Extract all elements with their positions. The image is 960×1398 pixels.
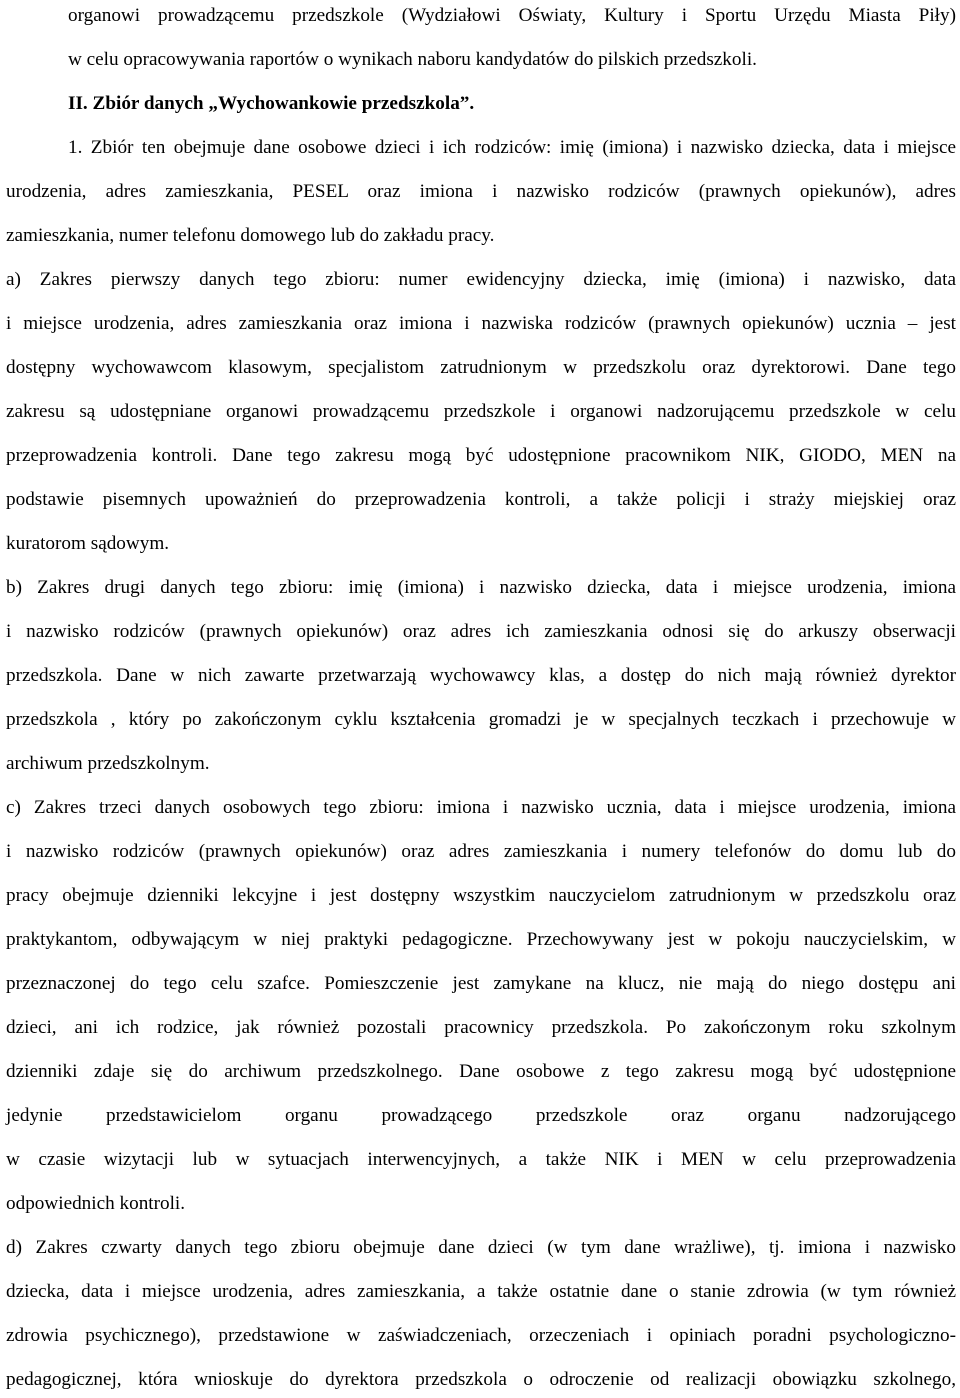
text-line: w czasie wizytacji lub w sytuacjach interwencyjnych, a także NIK i MEN w celu przeprowadzenia — [6, 1149, 956, 1170]
section-heading: II. Zbiór danych „Wychowankowie przedszkola”. — [68, 93, 475, 114]
text-line: dzienniki zdaje się do archiwum przedszkolnego. Dane osobowe z tego zakresu mogą być udostępnione — [6, 1061, 956, 1082]
text-line: przedszkola. Dane w nich zawarte przetwarzają wychowawcy klas, a dostęp do nich mają również dyrektor — [6, 665, 956, 686]
text-line: dostępny wychowawcom klasowym, specjalistom zatrudnionym w przedszkolu oraz dyrektorowi. Dane tego — [6, 357, 956, 378]
text-line: pedagogicznej, która wnioskuje do dyrektora przedszkola o odroczenie od realizacji obowiązku szkolnego, — [6, 1369, 956, 1390]
text-line: archiwum przedszkolnym. — [6, 753, 210, 774]
text-line: urodzenia, adres zamieszkania, PESEL oraz imiona i nazwisko rodziców (prawnych opiekunów), adres — [6, 181, 956, 202]
text-line: i miejsce urodzenia, adres zamieszkania oraz imiona i nazwiska rodziców (prawnych opiekunów) ucznia – jest — [6, 313, 956, 334]
text-line: przeprowadzenia kontroli. Dane tego zakresu mogą być udostępnione pracownikom NIK, GIODO, MEN na — [6, 445, 956, 466]
text-line: zakresu są udostępniane organowi prowadzącemu przedszkole i organowi nadzorującemu przedszkole w celu — [6, 401, 956, 422]
text-line: odpowiednich kontroli. — [6, 1193, 186, 1214]
text-line: i nazwisko rodziców (prawnych opiekunów) oraz adres ich zamieszkania odnosi się do arkuszy obserwacji — [6, 621, 956, 642]
text-line: dziecka, data i miejsce urodzenia, adres zamieszkania, a także ostatnie dane o stanie zdrowia (w tym również — [6, 1281, 956, 1302]
text-line: przedszkola , który po zakończonym cyklu kształcenia gromadzi je w specjalnych teczkach i przechowuje w — [6, 709, 956, 730]
text-line: podstawie pisemnych upoważnień do przeprowadzenia kontroli, a także policji i straży miejskiej oraz — [6, 489, 956, 510]
text-line: d) Zakres czwarty danych tego zbioru obejmuje dane dzieci (w tym dane wrażliwe), tj. imiona i nazwisko — [6, 1237, 956, 1258]
text-line: dzieci, ani ich rodzice, jak również pozostali pracownicy przedszkola. Po zakończonym roku szkolnym — [6, 1017, 956, 1038]
text-line: przeznaczonej do tego celu szafce. Pomieszczenie jest zamykane na klucz, nie mają do niego dostępu ani — [6, 973, 956, 994]
text-line: zamieszkania, numer telefonu domowego lub do zakładu pracy. — [6, 225, 495, 246]
text-line: praktykantom, odbywającym w niej praktyki pedagogiczne. Przechowywany jest w pokoju nauczycielskim, w — [6, 929, 956, 950]
text-line: w celu opracowywania raportów o wynikach naboru kandydatów do pilskich przedszkoli. — [68, 49, 757, 70]
text-line: jedynie przedstawicielom organu prowadzącego przedszkole oraz organu nadzorującego — [6, 1105, 956, 1126]
text-line: b) Zakres drugi danych tego zbioru: imię (imiona) i nazwisko dziecka, data i miejsce urodzenia, imiona — [6, 577, 956, 598]
text-line: c) Zakres trzeci danych osobowych tego zbioru: imiona i nazwisko ucznia, data i miejsce urodzenia, imiona — [6, 797, 956, 818]
text-line: a) Zakres pierwszy danych tego zbioru: numer ewidencyjny dziecka, imię (imiona) i nazwisko, data — [6, 269, 956, 290]
text-line: kuratorom sądowym. — [6, 533, 170, 554]
text-line: 1. Zbiór ten obejmuje dane osobowe dzieci i ich rodziców: imię (imiona) i nazwisko dziecka, data i miejsce — [68, 137, 956, 158]
text-line: i nazwisko rodziców (prawnych opiekunów) oraz adres zamieszkania i numery telefonów do domu lub do — [6, 841, 956, 862]
text-line: organowi prowadzącemu przedszkole (Wydziałowi Oświaty, Kultury i Sportu Urzędu Miasta Piły) — [68, 5, 956, 26]
text-line: zdrowia psychicznego), przedstawione w zaświadczeniach, orzeczeniach i opiniach poradni psychologiczno- — [6, 1325, 956, 1346]
text-line: pracy obejmuje dzienniki lekcyjne i jest dostępny wszystkim nauczycielom zatrudnionym w przedszkolu oraz — [6, 885, 956, 906]
